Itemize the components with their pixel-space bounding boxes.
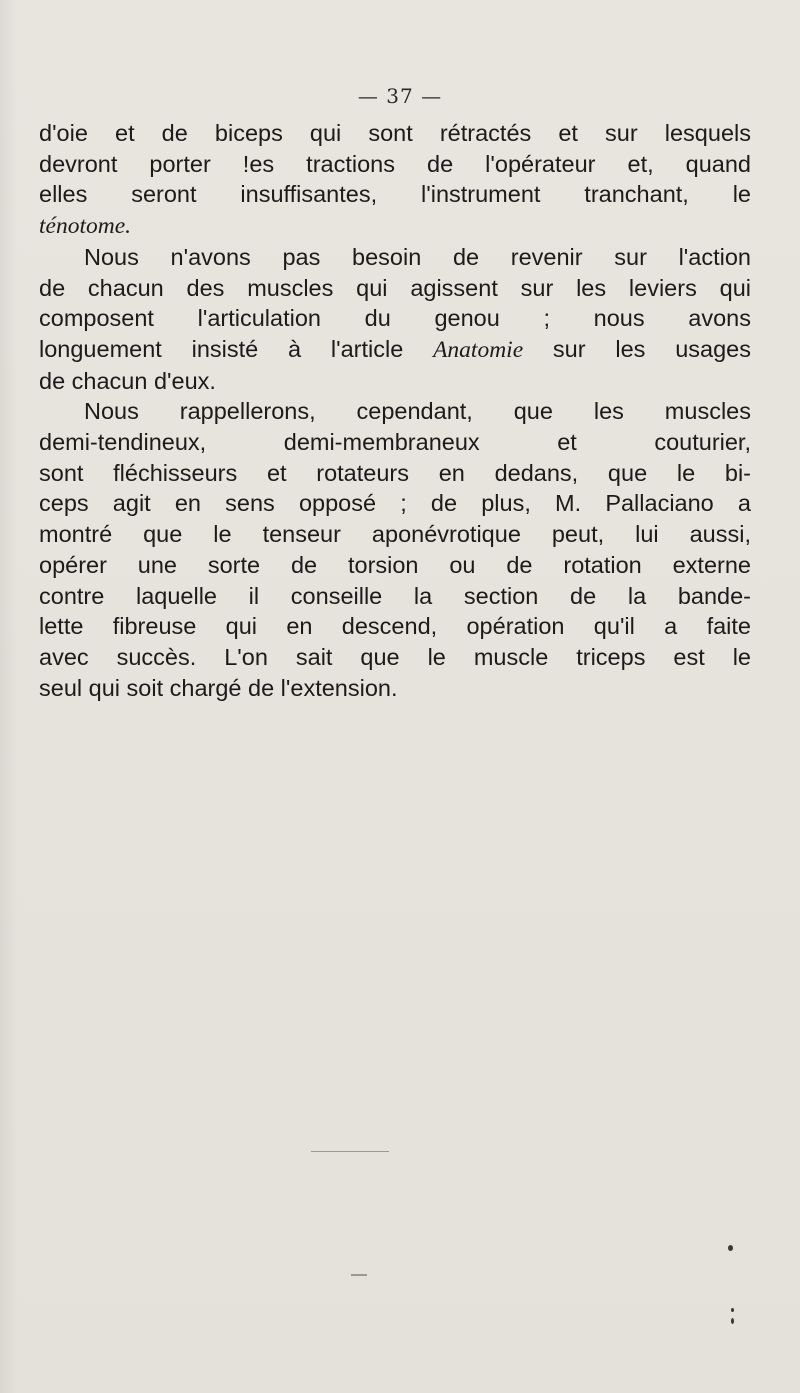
paper-mark (351, 1274, 367, 1276)
text-line (39, 488, 751, 519)
paragraph-1 (39, 118, 751, 242)
ink-speck (731, 1318, 734, 1324)
text-run: Nous n'avons pas besoin de revenir sur l'action (84, 243, 751, 270)
text-line (39, 149, 751, 180)
text-run: lette fibreuse qui en descend, opération qu'il a faite (39, 613, 751, 640)
page-number: — 37 — (357, 84, 443, 108)
text-line (39, 519, 751, 550)
text-run: de chacun d'eux. (39, 367, 216, 394)
text-run: Nous rappellerons, cependant, que les muscles (84, 398, 751, 425)
text-line (39, 210, 751, 242)
text-line (39, 642, 751, 673)
text-run: seul qui soit chargé de l'extension. (39, 674, 398, 701)
text-run: avec succès. L'on sait que le muscle triceps est le (39, 643, 751, 670)
paragraph-2 (39, 242, 751, 397)
text-run: longuement insisté à l'article (39, 335, 434, 362)
text-line (39, 396, 751, 427)
text-line (39, 242, 751, 273)
italic-term: Anatomie (433, 336, 524, 363)
text-run: montré que le tenseur aponévrotique peut, lui aussi, (39, 521, 751, 548)
text-run: elles seront insuffisantes, l'instrument tranchant, le (39, 181, 751, 208)
text-run: devront porter !es tractions de l'opérateur et, quand (39, 150, 751, 177)
text-line (39, 118, 751, 149)
ink-speck (731, 1308, 734, 1312)
text-run: ceps agit en sens opposé ; de plus, M. Pallaciano a (39, 490, 751, 517)
paragraph-3 (39, 396, 751, 703)
paper-mark (311, 1151, 389, 1152)
text-run: opérer une sorte de torsion ou de rotation externe (39, 551, 751, 578)
text-line (39, 581, 751, 612)
text-line (39, 673, 751, 704)
text-run: composent l'articulation du genou ; nous avons (39, 305, 751, 332)
text-line (39, 458, 751, 489)
text-line (39, 366, 751, 397)
text-run: sur les usages (523, 335, 751, 362)
text-line (39, 303, 751, 334)
text-line (39, 427, 751, 458)
body-text (39, 118, 751, 703)
text-run: contre laquelle il conseille la section de la bande- (39, 582, 751, 609)
text-line (39, 273, 751, 304)
text-line (39, 179, 751, 210)
text-run: de chacun des muscles qui agissent sur les leviers qui (39, 274, 751, 301)
ink-speck (728, 1245, 733, 1251)
italic-term: ténotome. (39, 213, 132, 240)
text-run: sont fléchisseurs et rotateurs en dedans, que le bi- (39, 459, 751, 486)
text-run: d'oie et de biceps qui sont rétractés et sur lesquels (39, 120, 751, 146)
text-run: demi-tendineux, demi-membraneux et couturier, (39, 429, 751, 456)
text-line (39, 550, 751, 581)
text-line (39, 611, 751, 642)
text-line (39, 334, 751, 366)
